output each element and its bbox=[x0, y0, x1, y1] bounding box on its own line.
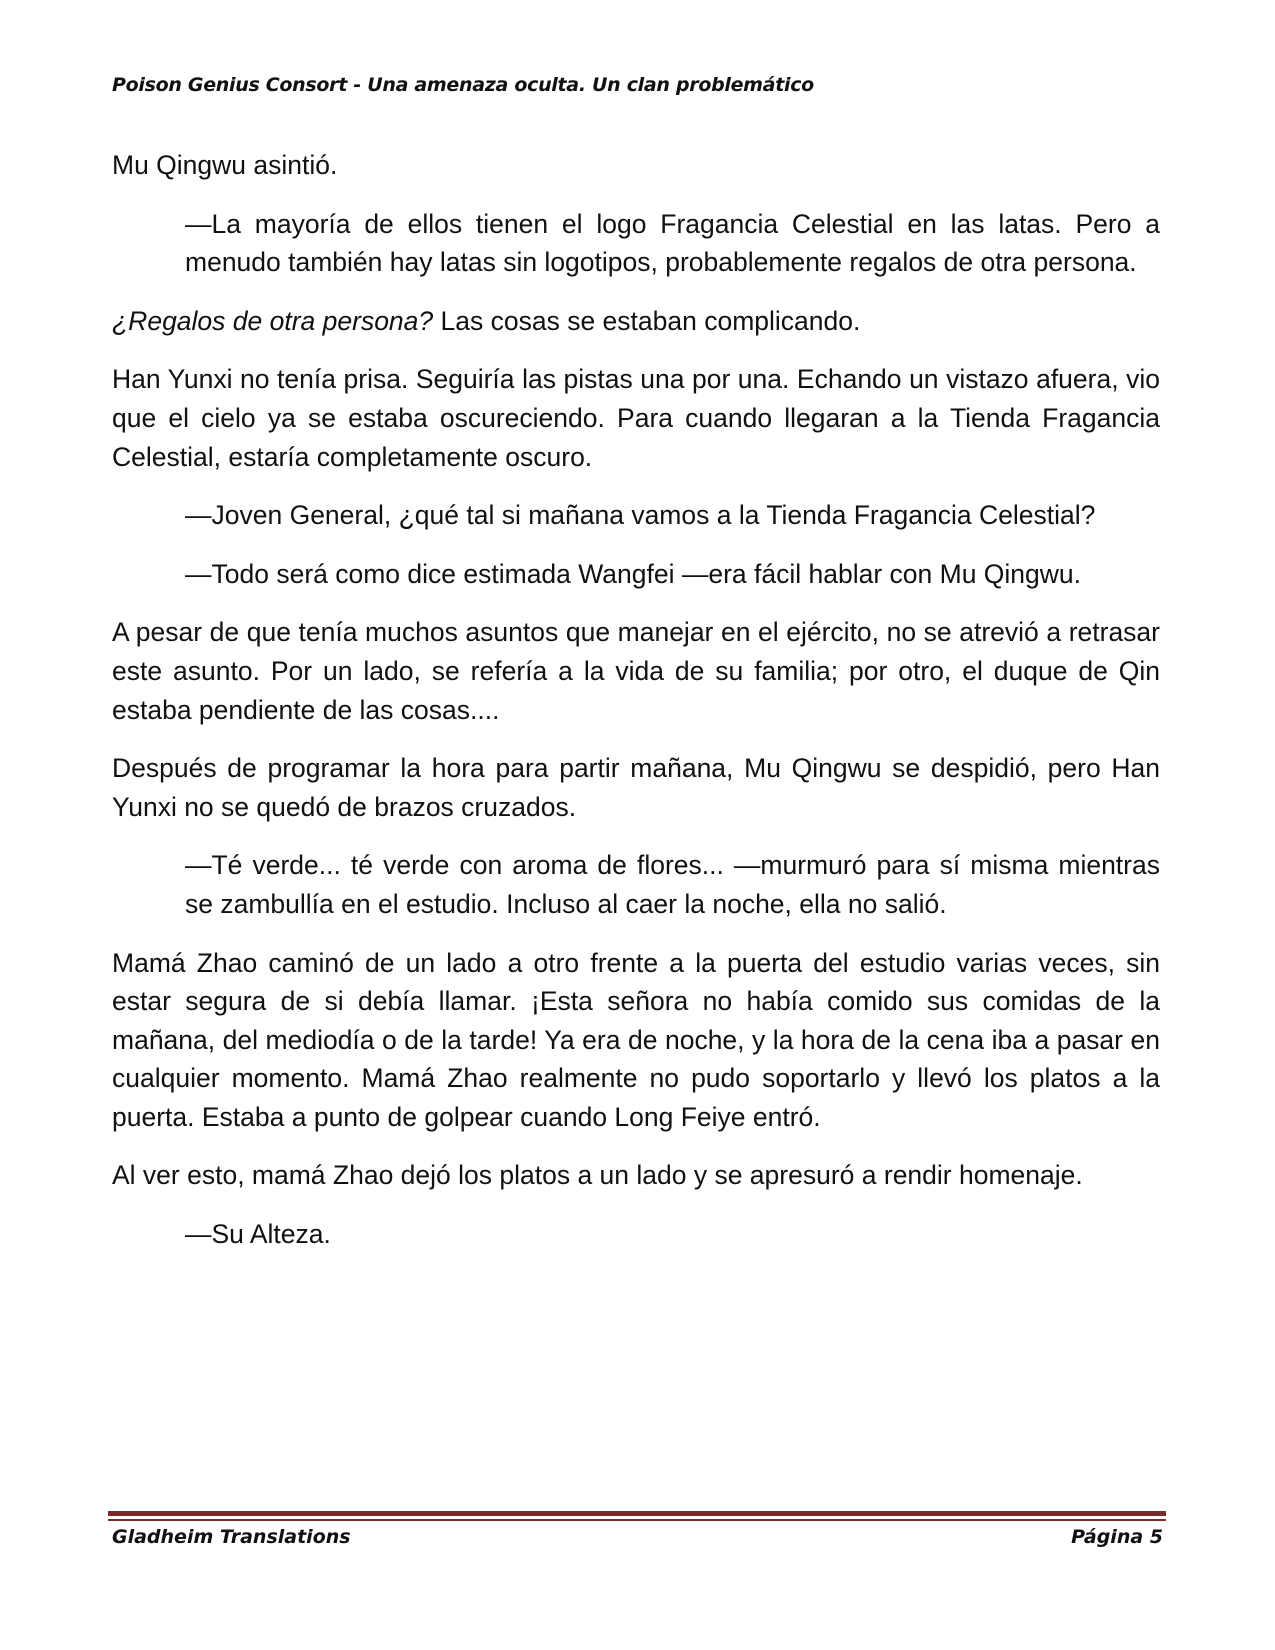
dialog-paragraph-6: —Todo será como dice estimada Wangfei —era fácil hablar con Mu Qingwu. bbox=[185, 558, 1082, 589]
footer-rule-thick bbox=[108, 1511, 1166, 1516]
running-header: Poison Genius Consort - Una amenaza oculta. Un clan problemático bbox=[112, 74, 814, 96]
dialog-paragraph-5: —Joven General, ¿qué tal si mañana vamos a la Tienda Fragancia Celestial? bbox=[185, 500, 1096, 531]
paragraph-7: A pesar de que tenía muchos asuntos que manejar en el ejército, no se atrevió a retrasar este asunto. Por un lado, se refería a la vida de su familia; por otro, el duque de Qin estaba pendiente de las cosas.... bbox=[112, 617, 1160, 725]
page-body bbox=[112, 146, 1160, 1274]
dialog-paragraph-9: —Té verde... té verde con aroma de flores... —murmuró para sí misma mientras se zambullía en el estudio. Incluso al caer la noche, ella no salió. bbox=[185, 850, 1160, 919]
dialog-paragraph-12: —Su Alteza. bbox=[185, 1219, 331, 1250]
paragraph-10: Mamá Zhao caminó de un lado a otro frente a la puerta del estudio varias veces, sin estar segura de si debía llamar. ¡Esta señora no había comido sus comidas de la mañana, del mediodía o de la tarde! Ya era de noche, y la hora de la cena iba a pasar en cualquier momento. Mamá Zhao realmente no pudo soportarlo y llevó los platos a la puerta. Estaba a punto de golpear cuando Long Feiye entró. bbox=[112, 947, 1160, 1132]
paragraph-1: Mu Qingwu asintió. bbox=[112, 150, 338, 180]
footer-page-number: Página 5 bbox=[1071, 1526, 1163, 1548]
paragraph-3 bbox=[112, 302, 1160, 341]
italic-thought: ¿Regalos de otra persona? bbox=[112, 305, 434, 336]
paragraph-8: Después de programar la hora para partir mañana, Mu Qingwu se despidió, pero Han Yunxi no se quedó de brazos cruzados. bbox=[112, 753, 1160, 822]
paragraph-3-rest: Las cosas se estaban complicando. bbox=[433, 305, 861, 336]
footer-publisher: Gladheim Translations bbox=[112, 1526, 351, 1548]
paragraph-11: Al ver esto, mamá Zhao dejó los platos a un lado y se apresuró a rendir homenaje. bbox=[112, 1160, 1083, 1191]
dialog-paragraph-2: —La mayoría de ellos tienen el logo Fragancia Celestial en las latas. Pero a menudo también hay latas sin logotipos, probablemente regalos de otra persona. bbox=[185, 208, 1160, 278]
footer-rule-thin bbox=[108, 1519, 1166, 1521]
paragraph-4: Han Yunxi no tenía prisa. Seguiría las pistas una por una. Echando un vistazo afuera, vio que el cielo ya se estaba oscureciendo. Para cuando llegaran a la Tienda Fragancia Celestial, estaría completamente oscuro. bbox=[112, 364, 1160, 472]
